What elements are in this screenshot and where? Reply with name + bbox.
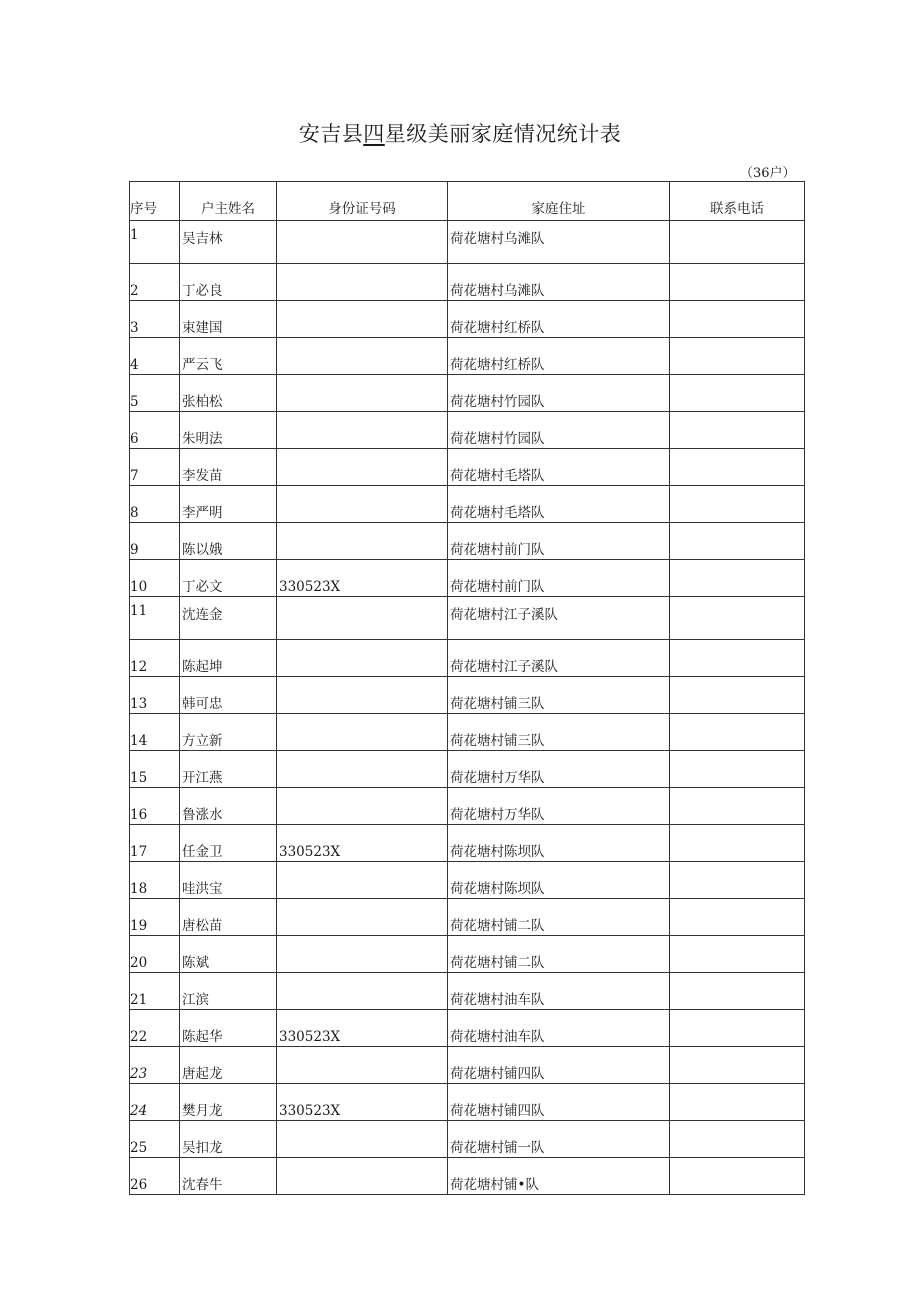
table-row (130, 1010, 805, 1047)
cell-id (277, 1121, 448, 1158)
table-row (130, 1121, 805, 1158)
table-row (130, 338, 805, 375)
table-row (130, 899, 805, 936)
cell-address: 荷花塘村铺四队 (448, 1047, 670, 1084)
cell-address: 荷花塘村乌滩队 (448, 221, 670, 264)
cell-id: 330523X (277, 560, 448, 597)
cell-address: 荷花塘村铺四队 (448, 1084, 670, 1121)
cell-no: 6 (130, 412, 180, 449)
cell-id (277, 597, 448, 640)
cell-id (277, 936, 448, 973)
cell-phone (670, 973, 805, 1010)
cell-id (277, 523, 448, 560)
cell-no: 15 (130, 751, 180, 788)
cell-id: 330523X (277, 825, 448, 862)
cell-address: 荷花塘村铺三队 (448, 714, 670, 751)
cell-no: 13 (130, 677, 180, 714)
cell-no: 4 (130, 338, 180, 375)
table-row (130, 1084, 805, 1121)
table-row (130, 973, 805, 1010)
cell-address: 荷花塘村竹园队 (448, 375, 670, 412)
cell-address: 荷花塘村毛塔队 (448, 486, 670, 523)
cell-id (277, 640, 448, 677)
cell-no: 10 (130, 560, 180, 597)
column-header-name: 户主姓名 (180, 182, 277, 221)
cell-no: 23 (130, 1047, 180, 1084)
cell-phone (670, 449, 805, 486)
cell-phone (670, 338, 805, 375)
table-row (130, 523, 805, 560)
cell-name: 任金卫 (180, 825, 277, 862)
cell-phone (670, 560, 805, 597)
cell-name: 鲁涨水 (180, 788, 277, 825)
cell-address: 荷花塘村铺三队 (448, 677, 670, 714)
cell-name: 方立新 (180, 714, 277, 751)
cell-phone (670, 899, 805, 936)
cell-no: 24 (130, 1084, 180, 1121)
cell-id (277, 973, 448, 1010)
household-table (129, 181, 805, 1195)
cell-id (277, 751, 448, 788)
cell-no: 21 (130, 973, 180, 1010)
cell-name: 束建国 (180, 301, 277, 338)
cell-name: 樊月龙 (180, 1084, 277, 1121)
table-row (130, 1158, 805, 1195)
cell-phone (670, 788, 805, 825)
cell-address: 荷花塘村江子溪队 (448, 597, 670, 640)
cell-name: 丁必文 (180, 560, 277, 597)
cell-no: 11 (130, 597, 180, 640)
cell-id (277, 301, 448, 338)
table-row (130, 862, 805, 899)
cell-no: 19 (130, 899, 180, 936)
cell-name: 吴扣龙 (180, 1121, 277, 1158)
cell-address: 荷花塘村铺二队 (448, 899, 670, 936)
cell-id (277, 1158, 448, 1195)
cell-id (277, 862, 448, 899)
cell-name: 唐松苗 (180, 899, 277, 936)
table-row (130, 1047, 805, 1084)
cell-address: 荷花塘村毛塔队 (448, 449, 670, 486)
cell-phone (670, 375, 805, 412)
cell-id (277, 486, 448, 523)
table-row (130, 936, 805, 973)
cell-phone (670, 1047, 805, 1084)
cell-id: 330523X (277, 1084, 448, 1121)
cell-address: 荷花塘村竹园队 (448, 412, 670, 449)
table-row (130, 788, 805, 825)
cell-id (277, 1047, 448, 1084)
cell-phone (670, 597, 805, 640)
table-row (130, 825, 805, 862)
cell-address: 荷花塘村铺二队 (448, 936, 670, 973)
cell-address: 荷花塘村红桥队 (448, 338, 670, 375)
cell-no: 5 (130, 375, 180, 412)
cell-name: 陈起坤 (180, 640, 277, 677)
cell-phone (670, 1158, 805, 1195)
table-header-row (130, 182, 805, 221)
column-header-address: 家庭住址 (448, 182, 670, 221)
cell-no: 8 (130, 486, 180, 523)
table-row (130, 714, 805, 751)
cell-no: 26 (130, 1158, 180, 1195)
cell-name: 江滨 (180, 973, 277, 1010)
cell-address: 荷花塘村红桥队 (448, 301, 670, 338)
cell-id: 330523X (277, 1010, 448, 1047)
cell-no: 12 (130, 640, 180, 677)
cell-name: 陈以娥 (180, 523, 277, 560)
cell-phone (670, 1084, 805, 1121)
column-header-phone: 联系电话 (670, 182, 805, 221)
cell-address: 荷花塘村江子溪队 (448, 640, 670, 677)
page-title (0, 118, 920, 148)
cell-address: 荷花塘村油车队 (448, 1010, 670, 1047)
cell-name: 陈起华 (180, 1010, 277, 1047)
cell-name: 李发苗 (180, 449, 277, 486)
cell-phone (670, 412, 805, 449)
cell-no: 7 (130, 449, 180, 486)
cell-name: 哇洪宝 (180, 862, 277, 899)
cell-no: 17 (130, 825, 180, 862)
cell-address: 荷花塘村铺•队 (448, 1158, 670, 1195)
title-prefix: 安吉县 (298, 122, 364, 146)
title-suffix: 星级美丽家庭情况统计表 (384, 122, 622, 146)
cell-address: 荷花塘村乌滩队 (448, 264, 670, 301)
household-count: （36户） (740, 166, 796, 181)
cell-phone (670, 1010, 805, 1047)
cell-phone (670, 677, 805, 714)
table-row (130, 751, 805, 788)
column-header-no: 序号 (130, 182, 180, 221)
column-header-id: 身份证号码 (277, 182, 448, 221)
table-row (130, 597, 805, 640)
table-row (130, 221, 805, 264)
table-row (130, 449, 805, 486)
table-row (130, 560, 805, 597)
cell-id (277, 412, 448, 449)
cell-address: 荷花塘村陈坝队 (448, 825, 670, 862)
title-star-level: 四 (363, 122, 385, 146)
cell-address: 荷花塘村油车队 (448, 973, 670, 1010)
cell-no: 18 (130, 862, 180, 899)
cell-name: 沈春牛 (180, 1158, 277, 1195)
table-row (130, 301, 805, 338)
cell-no: 20 (130, 936, 180, 973)
cell-name: 丁必良 (180, 264, 277, 301)
cell-no: 9 (130, 523, 180, 560)
cell-address: 荷花塘村前门队 (448, 560, 670, 597)
cell-no: 25 (130, 1121, 180, 1158)
cell-name: 唐起龙 (180, 1047, 277, 1084)
table-row (130, 677, 805, 714)
cell-id (277, 221, 448, 264)
cell-phone (670, 264, 805, 301)
cell-name: 开江燕 (180, 751, 277, 788)
cell-address: 荷花塘村前门队 (448, 523, 670, 560)
cell-name: 严云飞 (180, 338, 277, 375)
table-row (130, 264, 805, 301)
table-row (130, 486, 805, 523)
cell-no: 14 (130, 714, 180, 751)
cell-id (277, 449, 448, 486)
cell-phone (670, 640, 805, 677)
cell-phone (670, 825, 805, 862)
cell-phone (670, 751, 805, 788)
cell-id (277, 677, 448, 714)
cell-id (277, 264, 448, 301)
cell-name: 韩可忠 (180, 677, 277, 714)
cell-address: 荷花塘村陈坝队 (448, 862, 670, 899)
cell-address: 荷花塘村万华队 (448, 751, 670, 788)
table-row (130, 412, 805, 449)
cell-phone (670, 862, 805, 899)
cell-name: 陈斌 (180, 936, 277, 973)
cell-id (277, 899, 448, 936)
cell-name: 李严明 (180, 486, 277, 523)
cell-phone (670, 301, 805, 338)
table-row (130, 640, 805, 677)
cell-phone (670, 1121, 805, 1158)
cell-id (277, 788, 448, 825)
cell-phone (670, 221, 805, 264)
cell-no: 16 (130, 788, 180, 825)
cell-no: 2 (130, 264, 180, 301)
cell-no: 22 (130, 1010, 180, 1047)
cell-id (277, 375, 448, 412)
cell-address: 荷花塘村铺一队 (448, 1121, 670, 1158)
cell-address: 荷花塘村万华队 (448, 788, 670, 825)
cell-phone (670, 936, 805, 973)
cell-name: 张柏松 (180, 375, 277, 412)
cell-no: 3 (130, 301, 180, 338)
cell-id (277, 338, 448, 375)
cell-no: 1 (130, 221, 180, 264)
cell-phone (670, 714, 805, 751)
cell-name: 吴吉林 (180, 221, 277, 264)
cell-phone (670, 523, 805, 560)
cell-name: 朱明法 (180, 412, 277, 449)
table-row (130, 375, 805, 412)
cell-name: 沈连金 (180, 597, 277, 640)
cell-phone (670, 486, 805, 523)
table-body (130, 221, 805, 1195)
cell-id (277, 714, 448, 751)
